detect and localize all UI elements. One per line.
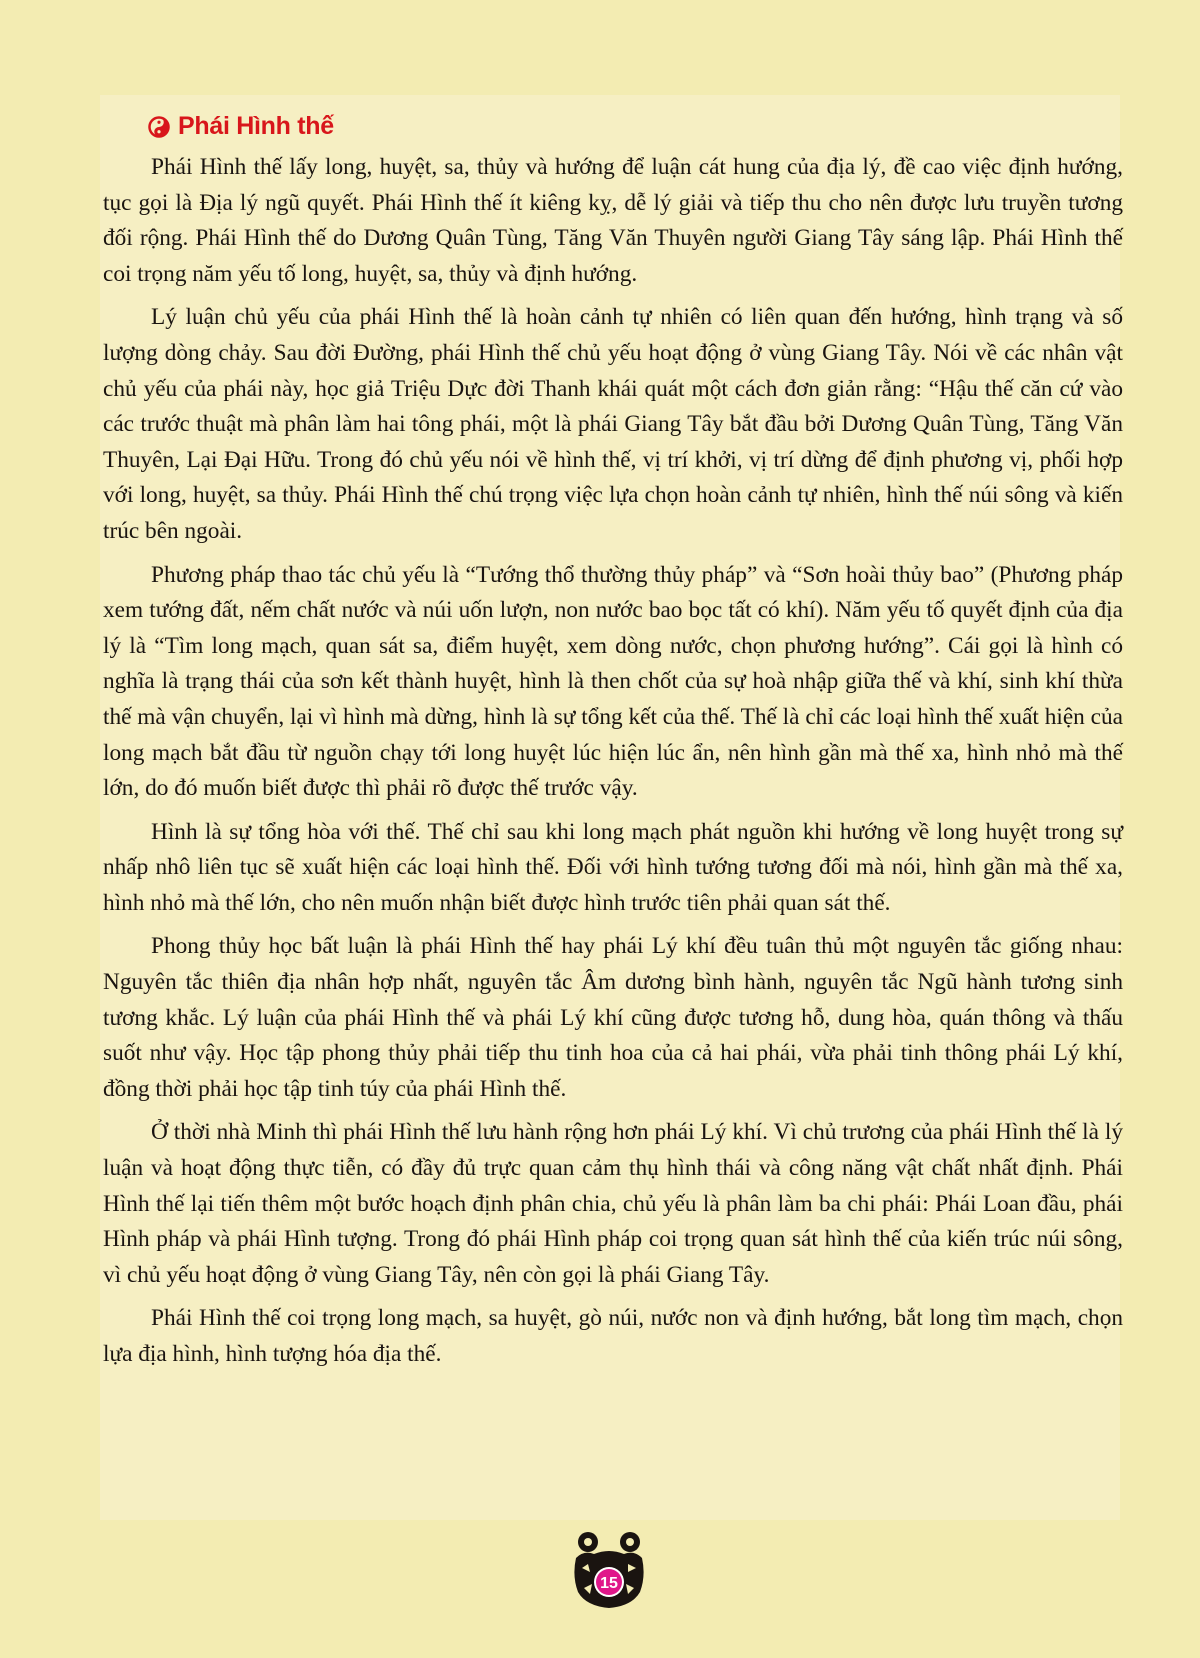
page-number-badge bbox=[568, 1528, 650, 1610]
ornament-icon bbox=[574, 1532, 643, 1608]
section-title: Phái Hình thế bbox=[178, 112, 334, 140]
body-text bbox=[103, 150, 1123, 1381]
yin-yang-icon bbox=[148, 116, 170, 138]
paragraph: Ở thời nhà Minh thì phái Hình thế lưu hành rộng hơn phái Lý khí. Vì chủ trương của phái Hình thế là lý luận và hoạt động thực tiễn, có đầy đủ trực quan cảm thụ hình thái và công năng vật chất nhất định. Phái Hình thế lại tiến thêm một bước hoạch định phân chia, chủ yếu là phân làm ba chi phái: Phái Loan đầu, phái Hình pháp và phái Hình tượng. Trong đó phái Hình pháp coi trọng quan sát hình thế của kiến trúc núi sông, vì chủ yếu hoạt động ở vùng Giang Tây, nên còn gọi là phái Giang Tây. bbox=[103, 1119, 1123, 1288]
section-heading bbox=[148, 112, 334, 141]
paragraph: Phương pháp thao tác chủ yếu là “Tướng thổ thường thủy pháp” và “Sơn hoài thủy bao” (Phương pháp xem tướng đất, nếm chất nước và núi uốn lượn, non nước bao bọc tất có khí). Năm yếu tố quyết định của địa lý là “Tìm long mạch, quan sát sa, điểm huyệt, xem dòng nước, chọn phương hướng”. Cái gọi là hình có nghĩa là trạng thái của sơn kết thành huyệt, hình là then chốt của sự hoà nhập giữa thế và khí, sinh khí thừa thế mà vận chuyển, lại vì hình mà dừng, hình là sự tổng kết của thế. Thế là chỉ các loại hình thế xuất hiện của long mạch bắt đầu từ nguồn chạy tới long huyệt lúc hiện lúc ẩn, nên hình gần mà thế xa, hình nhỏ mà thế lớn, do đó muốn biết được thì phải rõ được thế trước vậy. bbox=[103, 561, 1123, 802]
page-number: 15 bbox=[600, 1575, 618, 1592]
paragraph: Phong thủy học bất luận là phái Hình thế hay phái Lý khí đều tuân thủ một nguyên tắc giống nhau: Nguyên tắc thiên địa nhân hợp nhất, nguyên tắc Âm dương bình hành, nguyên tắc Ngũ hành tương sinh tương khắc. Lý luận của phái Hình thế và phái Lý khí cũng được tương hỗ, dung hòa, quán thông và thấu suốt như vậy. Học tập phong thủy phải tiếp thu tinh hoa của cả hai phái, vừa phải tinh thông phái Lý khí, đồng thời phải học tập tinh túy của phái Hình thế. bbox=[103, 933, 1123, 1102]
paragraph: Lý luận chủ yếu của phái Hình thế là hoàn cảnh tự nhiên có liên quan đến hướng, hình trạng và số lượng dòng chảy. Sau đời Đường, phái Hình thế chủ yếu hoạt động ở vùng Giang Tây. Nói về các nhân vật chủ yếu của phái này, học giả Triệu Dực đời Thanh khái quát một cách đơn giản rằng: “Hậu thế căn cứ vào các trước thuật mà phân làm hai tông phái, một là phái Giang Tây bắt đầu bởi Dương Quân Tùng, Tăng Văn Thuyên, Lại Đại Hữu. Trong đó chủ yếu nói về hình thế, vị trí khởi, vị trí dừng để định phương vị, phối hợp với long, huyệt, sa thủy. Phái Hình thế chú trọng việc lựa chọn hoàn cảnh tự nhiên, hình thế núi sông và kiến trúc bên ngoài. bbox=[103, 304, 1123, 544]
paragraph: Phái Hình thế coi trọng long mạch, sa huyệt, gò núi, nước non và định hướng, bắt long tìm mạch, chọn lựa địa hình, hình tượng hóa địa thế. bbox=[103, 1305, 1123, 1367]
paragraph: Phái Hình thế lấy long, huyệt, sa, thủy và hướng để luận cát hung của địa lý, đề cao việc định hướng, tục gọi là Địa lý ngũ quyết. Phái Hình thế ít kiêng kỵ, dễ lý giải và tiếp thu cho nên được lưu truyền tương đối rộng. Phái Hình thế do Dương Quân Tùng, Tăng Văn Thuyên người Giang Tây sáng lập. Phái Hình thế coi trọng năm yếu tố long, huyệt, sa, thủy và định hướng. bbox=[103, 154, 1123, 287]
paragraph: Hình là sự tổng hòa với thế. Thế chỉ sau khi long mạch phát nguồn khi hướng về long huyệt trong sự nhấp nhô liên tục sẽ xuất hiện các loại hình thế. Đối với hình tướng tương đối mà nói, hình gần mà thế xa, hình nhỏ mà thế lớn, cho nên muốn nhận biết được hình trước tiên phải quan sát thế. bbox=[103, 818, 1123, 916]
